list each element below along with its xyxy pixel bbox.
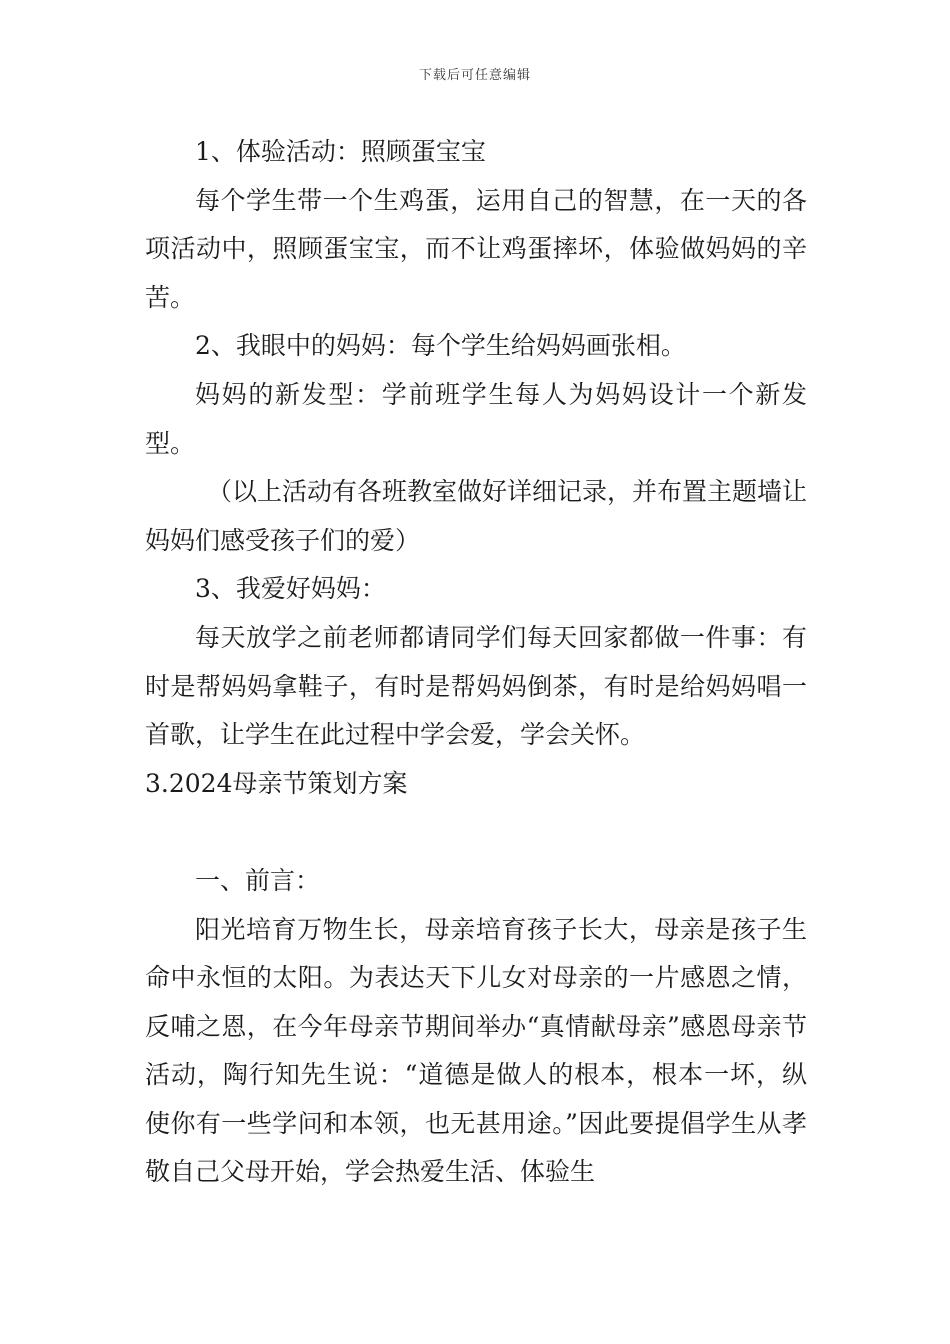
preface-heading: 一、前言： (195, 865, 321, 895)
preface-paragraph: 阳光培育万物生长，母亲培育孩子长大，母亲是孩子生命中永恒的太阳。为表达天下儿女对母亲的一片感恩之情，反哺之恩，在今年母亲节期间举办“真情献母亲”感恩母亲节活动，陶行知先生说：“道德是做人的根本，根本一坏，纵使你有一些学问和本领，也无甚用途。”因此要提倡学生从孝敬自己父母开始，学会热爱生活、体验生 (145, 914, 807, 1187)
activity-1-description: 每个学生带一个生鸡蛋，运用自己的智慧，在一天的各项活动中，照顾蛋宝宝，而不让鸡蛋摔坏，体验做妈妈的辛苦。 (145, 185, 807, 312)
activity-2-description: 妈妈的新发型：学前班学生每人为妈妈设计一个新发型。 (145, 379, 807, 458)
activity-3-heading: 3、我爱好妈妈： (195, 574, 386, 604)
document-body (145, 128, 807, 1197)
activity-1-heading: 1、体验活动：照顾蛋宝宝 (195, 137, 486, 166)
activity-note: （以上活动有各班教室做好详细记录，并布置主题墙让妈妈们感受孩子们的爱） (145, 477, 808, 555)
activity-2-heading: 2、我眼中的妈妈：每个学生给妈妈画张相。 (195, 331, 686, 361)
blank-line (145, 808, 807, 857)
page-header-note: 下载后可任意编辑 (418, 68, 531, 83)
activity-3-description: 每天放学之前老师都请同学们每天回家都做一件事：有时是帮妈妈拿鞋子，有时是帮妈妈倒茶，有时是给妈妈唱一首歌，让学生在此过程中学会爱，学会关怀。 (145, 622, 807, 750)
section-title: 3.2024母亲节策划方案 (145, 768, 408, 798)
